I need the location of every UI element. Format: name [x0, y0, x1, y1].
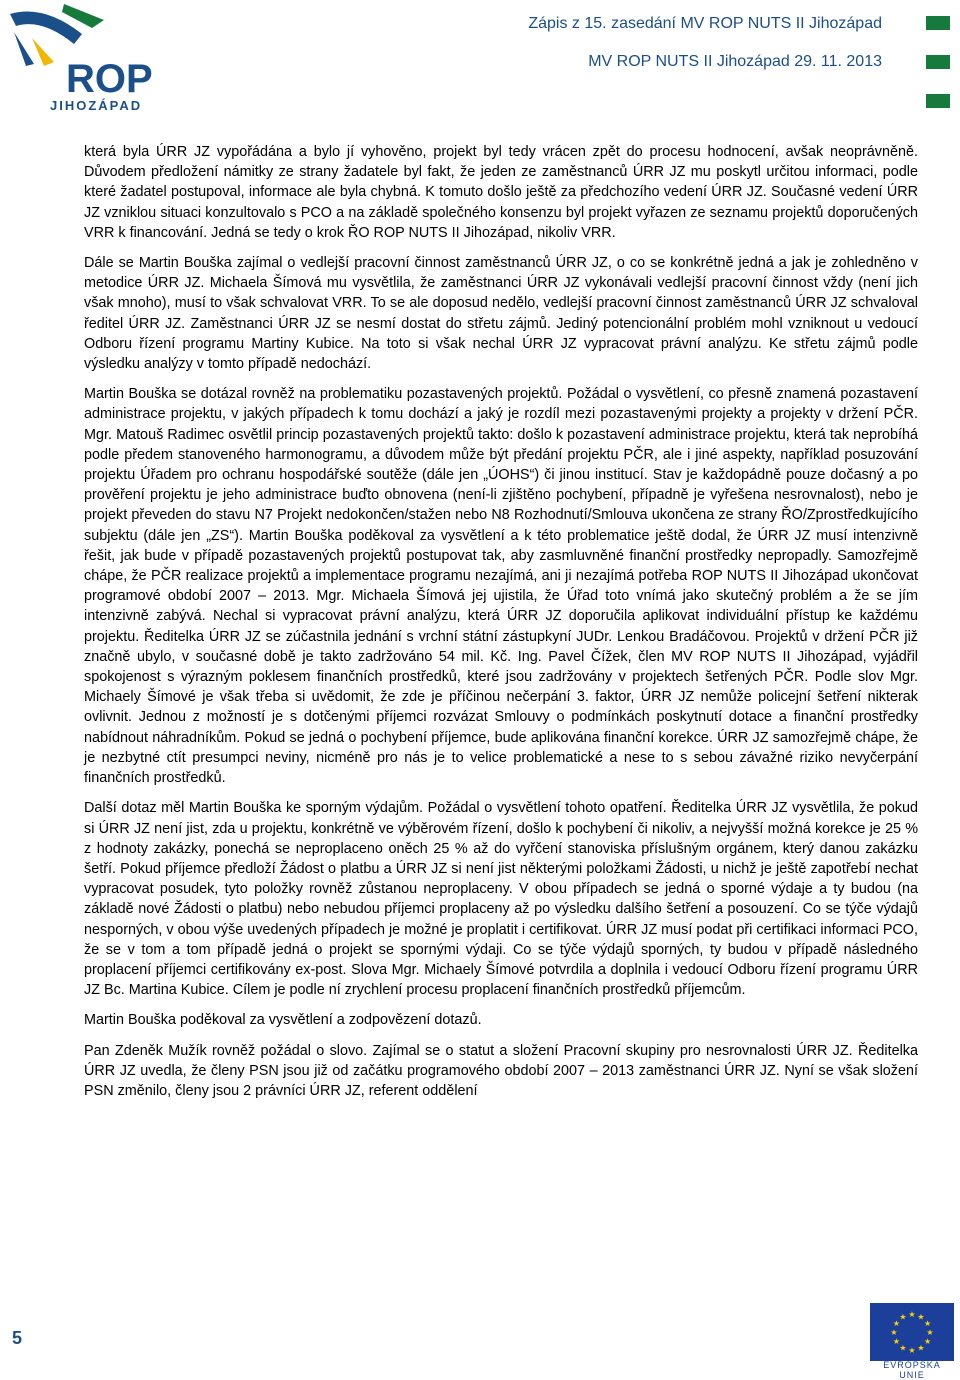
eu-star-icon: ★: [892, 1337, 900, 1346]
logo-subtext: JIHOZÁPAD: [50, 98, 143, 113]
body-paragraph: Martin Bouška se dotázal rovněž na problematiku pozastavených projektů. Požádal o vysvětlení, co přesně znamená pozastavení administrace projektu, v jakých případech k tomu dochází a jaký je rozdíl mezi pozastavenými projekty a projekty v držení PČR. Mgr. Matouš Radimec osvětlil princip pozastavených projektů takto: došlo k pozastavení administrace projektu, která tak neprobíhá podle předem stanoveného harmonogramu, a důvodem může být předání projektu PČR, ale i jiné aspekty, například posuzování projektu Úřadem pro ochranu hospodářské soutěže (dále jen „ÚOHS“) či jinou institucí. Stav je každopádně pouze dočasný a po prověření projektu je jeho administrace buďto obnovena (není-li zjištěno pochybení, případně je vyřešena nesrovnalost), nebo je projekt převeden do stavu N7 Projekt nedokončen/stažen nebo N8 Rozhodnutí/Smlouva ukončena ze strany ŘO/Zprostředkujícího subjektu (dále jen „ZS“). Martin Bouška poděkoval za vysvětlení a k této problematice ještě dodal, že ÚRR JZ musí intenzivně řešit, jak bude v případě pozastavených projektů postupovat tak, aby zasmluvněné finanční prostředky nepropadly. Samozřejmě chápe, že PČR realizace projektů a implementace programu nezajímá, ani ji nezajímá potřeba ROP NUTS II Jihozápad ukončovat programové období 2007 – 2013. Mgr. Michaela Šímová jej ujistila, že Úřad toto vnímá jako skutečný problém a že se jím intenzivně zabývá. Nechal si vypracovat právní analýzu, která ÚRR JZ doporučila aplikovat individuální přístup ke každému projektu. Ředitelka ÚRR JZ se zúčastnila jednání s vrchní státní zástupkyní JUDr. Lenkou Bradáčovou. Projektů v držení PČR již značně ubylo, v současné době je takto zadržováno 54 mil. Kč. Ing. Pavel Čížek, člen MV ROP NUTS II Jihozápad, vyjádřil spokojenost s výrazným poklesem finančních prostředků, které jsou zadržovány v projektech šetřených PČR. Podle slov Mgr. Michaely Šímové je však třeba si uvědomit, že zde je příčinou nečerpání 3. faktor, ÚRR JZ nemůže policejní šetření nikterak ovlivnit. Jednou z možností je s dotčenými příjemci rozvázat Smlouvy o podmínkách poskytnutí dotace a finanční prostředky nabídnout náhradníkům. Pokud se jedná o pochybení příjemce, bude aplikována finanční korekce. ÚRR JZ samozřejmě chápe, že je nezbytné ctít presumpci neviny, nicméně pro nás je to velice problematické a nese to s sebou závažné riziko nevyčerpání finančních prostředků.: [84, 386, 918, 787]
eu-star-icon: ★: [890, 1328, 898, 1337]
header-block: [926, 16, 950, 30]
eu-label: EVROPSKÁ UNIE: [883, 1360, 941, 1380]
eu-star-icon: ★: [917, 1343, 925, 1353]
eu-star-icon: ★: [892, 1319, 900, 1328]
eu-star-icon: ★: [924, 1337, 932, 1346]
page-number: 5: [12, 1328, 23, 1348]
body-paragraph: Martin Bouška poděkoval za vysvětlení a zodpovězení dotazů.: [84, 1012, 482, 1029]
eu-star-icon: ★: [917, 1312, 925, 1322]
body-paragraph: která byla ÚRR JZ vypořádána a bylo jí vyhověno, projekt byl tedy vrácen zpět do procesu hodnocení, avšak neoprávněně. Důvodem předložení námitky ze strany žadatele byl fakt, že jeden ze zaměstnanců ÚRR JZ mu poskytl určitou informaci, podle které žadatel postupoval, informace ale byla chybná. K tomuto došlo ještě za předchozího vedení ÚRR JZ. Současné vedení ÚRR JZ vzniklou situaci konzultovalo s PCO a na základě společného konsenzu byl projekt vyřazen ze seznamu projektů doporučených VRR k financování. Jedná se tedy o krok ŘO ROP NUTS II Jihozápad, nikoliv VRR.: [84, 144, 918, 241]
eu-star-icon: ★: [908, 1310, 916, 1319]
document-title: Zápis z 15. zasedání MV ROP NUTS II Jihozápad: [528, 15, 882, 32]
body-paragraph: Dále se Martin Bouška zajímal o vedlejší pracovní činnost zaměstnanců ÚRR JZ, o co se konkrétně jedná a jak je zohledněno v metodice ÚRR JZ. Michaela Šímová mu vysvětlila, že zaměstnanci ÚRR JZ vykonávali vedlejší pracovní činnost vždy (není jich však mnoho), musí to však schvalovat VRR. To se ale doposud nedělo, vedlejší pracovní činnost zaměstnanců ÚRR JZ schvaloval ředitel ÚRR JZ. Zaměstnanci ÚRR JZ se nesmí dostat do střetu zájmů. Jediný potencionální problém mohl vzniknout u vedoucí Odboru řízení programu Martiny Kubice. Na toto si však nechal ÚRR JZ vypracovat právní analýzu. Ke střetu zájmů podle výsledku analýzy v tomto případě nedochází.: [84, 255, 918, 373]
header-decoration: [926, 16, 950, 133]
rop-logo-graphic: [4, 4, 174, 116]
eu-star-icon: ★: [926, 1328, 934, 1337]
logo-wordmark: ROP: [66, 57, 153, 101]
eu-star-icon: ★: [908, 1346, 916, 1355]
document-subtitle: MV ROP NUTS II Jihozápad 29. 11. 2013: [588, 53, 882, 70]
document-body: [84, 142, 918, 1111]
eu-stars-icon: [870, 1303, 954, 1361]
eu-star-icon: ★: [924, 1319, 932, 1328]
eu-flag-logo: [870, 1303, 954, 1361]
body-paragraph: Pan Zdeněk Mužík rovněž požádal o slovo. Zajímal se o statut a složení Pracovní skupiny pro nesrovnalosti ÚRR JZ. Ředitelka ÚRR JZ uvedla, že členy PSN jsou již od začátku programového období 2007 – 2013 zaměstnanci ÚRR JZ. Nyní se však složení PSN změnilo, členy jsou 2 právníci ÚRR JZ, referent oddělení: [84, 1042, 918, 1099]
header-block: [926, 94, 950, 108]
rop-jihozapad-logo: [4, 4, 174, 116]
body-paragraph: Další dotaz měl Martin Bouška ke sporným výdajům. Požádal o vysvětlení tohoto opatření. Ředitelka ÚRR JZ vysvětlila, že pokud si ÚRR JZ není jist, zda u projektu, konkrétně ve výběrovém řízení, došlo k pochybení či nikoliv, a nejvyšší možná korekce je 25 % z hodnoty zakázky, ponechá se neproplaceno oněch 25 % až do vyřčení stanoviska příslušným orgánem, který danou zakázku šetří. Pokud příjemce předloží Žádost o platbu a ÚRR JZ si není jist některými položkami Žádosti, u nichž je ještě zapotřebí nechat vypracovat posudek, tyto položky rovněž zůstanou neproplaceny. V obou případech se jedná o sporné výdaje a ty budou (na základě nové Žádosti o platbu) nebo nebudou příjemci proplaceny až po výsledku dalšího šetření a posouzení. Co se týče výdajů nesporných, v obou výše uvedených případech je možné je proplatit i certifikovat. ÚRR JZ musí podat při certifikaci informaci PCO, že se v tom a tom případě jedná o projekt se spornými výdaji. Co se týče výdajů sporných, ty budou v případě následného proplacení příjemci certifikovány ex-post. Slova Mgr. Michaely Šímové potvrdila a doplnila i vedoucí Odboru řízení programu ÚRR JZ Bc. Martina Kubice. Cílem je podle ní zrychlení procesu proplacení finančních prostředků příjemcům.: [84, 800, 918, 999]
eu-star-icon: ★: [899, 1343, 907, 1353]
eu-star-icon: ★: [899, 1312, 907, 1322]
header-block: [926, 55, 950, 69]
document-header: [528, 14, 882, 72]
